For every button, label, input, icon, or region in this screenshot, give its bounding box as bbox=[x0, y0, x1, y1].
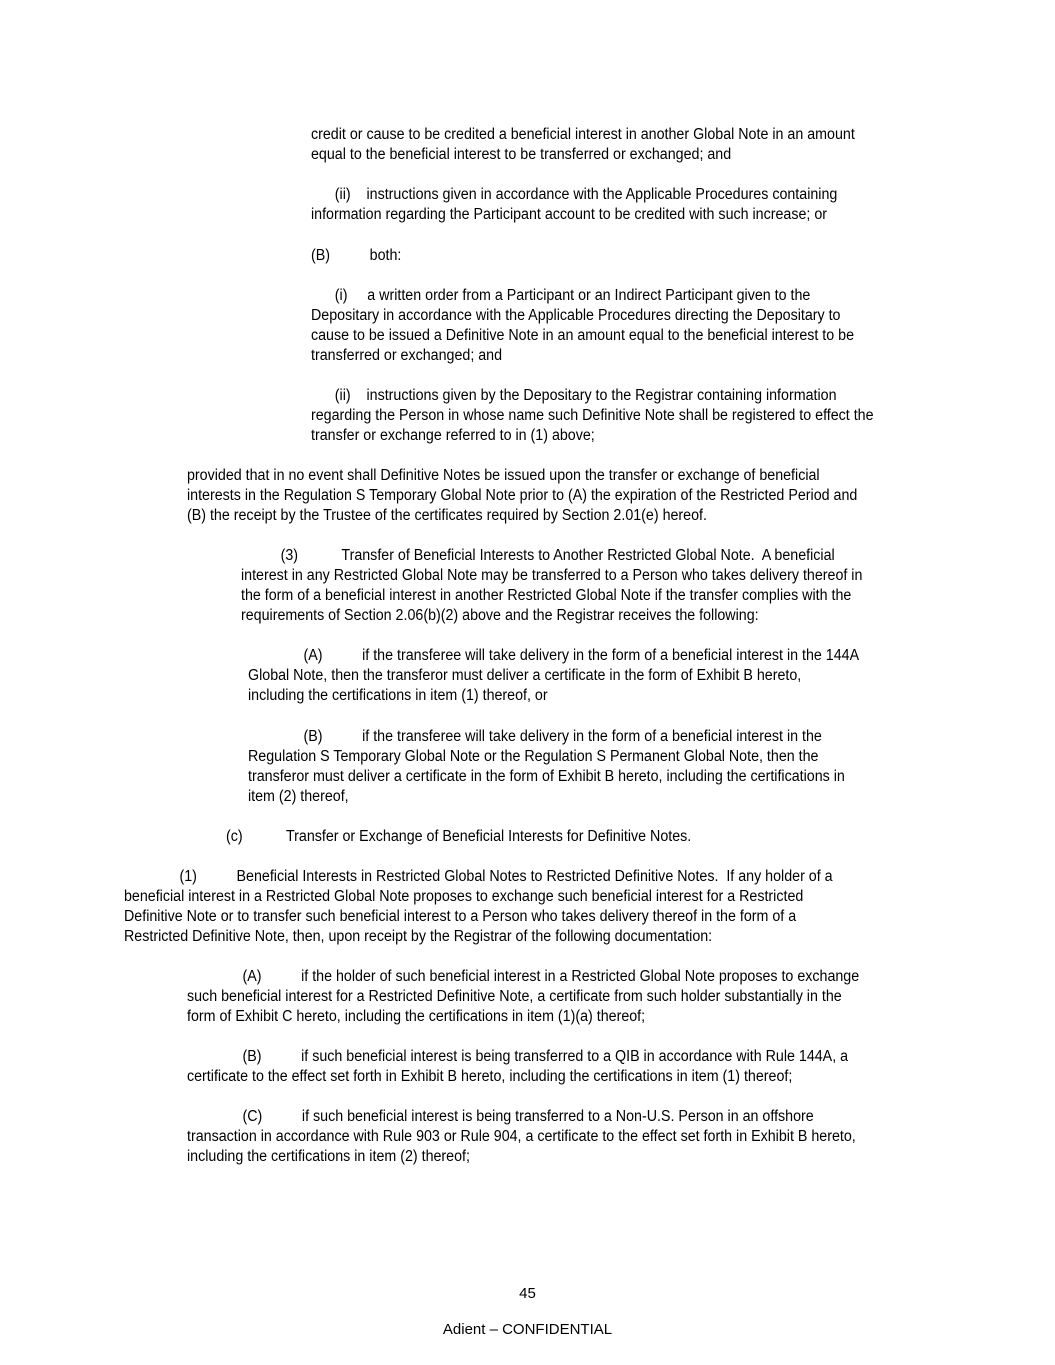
text-line: Restricted Definitive Note, then, upon receipt by the Registrar of the following documentation: bbox=[124, 928, 713, 945]
text-line: regarding the Person in whose name such Definitive Note shall be registered to effect the bbox=[311, 407, 874, 424]
clause-marker: (A) bbox=[303, 647, 323, 664]
section-1-beneficial-interests bbox=[124, 867, 833, 947]
text-line: the form of a beneficial interest in another Restricted Global Note if the transfer complies with the bbox=[241, 587, 852, 604]
clause-ii-instructions bbox=[311, 185, 837, 225]
text-line: transfer or exchange referred to in (1) above; bbox=[311, 427, 595, 444]
proviso-paragraph bbox=[187, 466, 857, 526]
clause-marker: (B) bbox=[303, 728, 323, 745]
clause-a-144a bbox=[248, 646, 859, 706]
clause-ii-depositary bbox=[311, 386, 874, 446]
clause-marker: (ii) bbox=[334, 387, 351, 404]
text-line: transaction in accordance with Rule 903 or Rule 904, a certificate to the effect set forth in Exhibit B hereto, bbox=[187, 1128, 856, 1145]
text-line: equal to the beneficial interest to be transferred or exchanged; and bbox=[311, 146, 732, 163]
text-line: information regarding the Participant account to be credited with such increase; or bbox=[311, 206, 828, 223]
clause-b-qib bbox=[187, 1047, 848, 1087]
text-line: requirements of Section 2.06(b)(2) above and the Registrar receives the following: bbox=[241, 607, 759, 624]
clause-marker: (3) bbox=[280, 547, 299, 564]
text-line: including the certifications in item (1) thereof, or bbox=[248, 687, 548, 704]
clause-c-non-us-person bbox=[187, 1107, 856, 1167]
text-line: instructions given by the Depositary to the Registrar containing information bbox=[366, 387, 837, 404]
text-line: Depositary in accordance with the Applicable Procedures directing the Depositary to bbox=[311, 307, 841, 324]
text-line: certificate to the effect set forth in Exhibit B hereto, including the certifications in item (1) thereof; bbox=[187, 1068, 793, 1085]
text-line: including the certifications in item (2) thereof; bbox=[187, 1148, 470, 1165]
text-line: beneficial interest in a Restricted Global Note proposes to exchange such beneficial interest for a Restricted bbox=[124, 888, 804, 905]
clause-marker: (B) bbox=[242, 1048, 262, 1065]
text-line: interests in the Regulation S Temporary Global Note prior to (A) the expiration of the Restricted Period and bbox=[187, 487, 858, 504]
clause-i-written-order bbox=[311, 286, 854, 366]
text-line: (B) the receipt by the Trustee of the certificates required by Section 2.01(e) hereof. bbox=[187, 507, 707, 524]
text-line: Transfer of Beneficial Interests to Another Restricted Global Note. A beneficial bbox=[341, 547, 835, 564]
clause-b-regulation-s bbox=[248, 727, 845, 807]
text-line: both: bbox=[369, 247, 402, 264]
text-line: if the transferee will take delivery in the form of a beneficial interest in the 144A bbox=[362, 647, 860, 664]
section-3-transfer bbox=[241, 546, 862, 626]
text-line: provided that in no event shall Definitive Notes be issued upon the transfer or exchange of beneficial bbox=[187, 467, 820, 484]
clause-marker: (ii) bbox=[334, 186, 351, 203]
text-line: Global Note, then the transferor must deliver a certificate in the form of Exhibit B hereto, bbox=[248, 667, 802, 684]
text-line: cause to be issued a Definitive Note in an amount equal to the beneficial interest to be bbox=[311, 327, 855, 344]
clause-marker: (B) bbox=[311, 247, 331, 264]
confidential-footer: Adient – CONFIDENTIAL bbox=[442, 1321, 613, 1338]
clause-marker: (C) bbox=[242, 1108, 263, 1125]
clause-marker: (1) bbox=[179, 868, 197, 885]
clause-b-both bbox=[311, 246, 401, 266]
clause-marker: (c) bbox=[226, 828, 243, 845]
paragraph-continuation bbox=[311, 125, 855, 165]
text-line: Regulation S Temporary Global Note or the Regulation S Permanent Global Note, then the bbox=[248, 748, 819, 765]
text-line: credit or cause to be credited a beneficial interest in another Global Note in an amount bbox=[311, 126, 855, 143]
section-c-heading bbox=[226, 827, 691, 847]
text-line: a written order from a Participant or an Indirect Participant given to the bbox=[367, 287, 811, 304]
clause-marker: (A) bbox=[242, 968, 262, 985]
text-line: item (2) thereof, bbox=[248, 788, 349, 805]
text-line: if the holder of such beneficial interest in a Restricted Global Note proposes to exchange bbox=[301, 968, 860, 985]
text-line: transferred or exchanged; and bbox=[311, 347, 503, 364]
text-line: Beneficial Interests in Restricted Global Notes to Restricted Definitive Notes. If any holder of a bbox=[236, 868, 833, 885]
text-line: transferor must deliver a certificate in the form of Exhibit B hereto, including the certifications in bbox=[248, 768, 845, 785]
text-line: interest in any Restricted Global Note may be transferred to a Person who takes delivery thereof in bbox=[241, 567, 863, 584]
clause-marker: (i) bbox=[334, 287, 348, 304]
text-line: form of Exhibit C hereto, including the certifications in item (1)(a) thereof; bbox=[187, 1008, 646, 1025]
text-line: if such beneficial interest is being transferred to a Non-U.S. Person in an offshore bbox=[301, 1108, 814, 1125]
text-line: Transfer or Exchange of Beneficial Interests for Definitive Notes. bbox=[285, 828, 692, 845]
page-number: 45 bbox=[519, 1285, 536, 1302]
text-line: if the transferee will take delivery in the form of a beneficial interest in the bbox=[362, 728, 822, 745]
clause-a-holder-exchange bbox=[187, 967, 859, 1027]
text-line: if such beneficial interest is being transferred to a QIB in accordance with Rule 144A, a bbox=[301, 1048, 849, 1065]
text-line: such beneficial interest for a Restricted Definitive Note, a certificate from such holder substantially in the bbox=[187, 988, 842, 1005]
text-line: instructions given in accordance with the Applicable Procedures containing bbox=[366, 186, 838, 203]
text-line: Definitive Note or to transfer such beneficial interest to a Person who takes delivery thereof in the form of a bbox=[124, 908, 797, 925]
